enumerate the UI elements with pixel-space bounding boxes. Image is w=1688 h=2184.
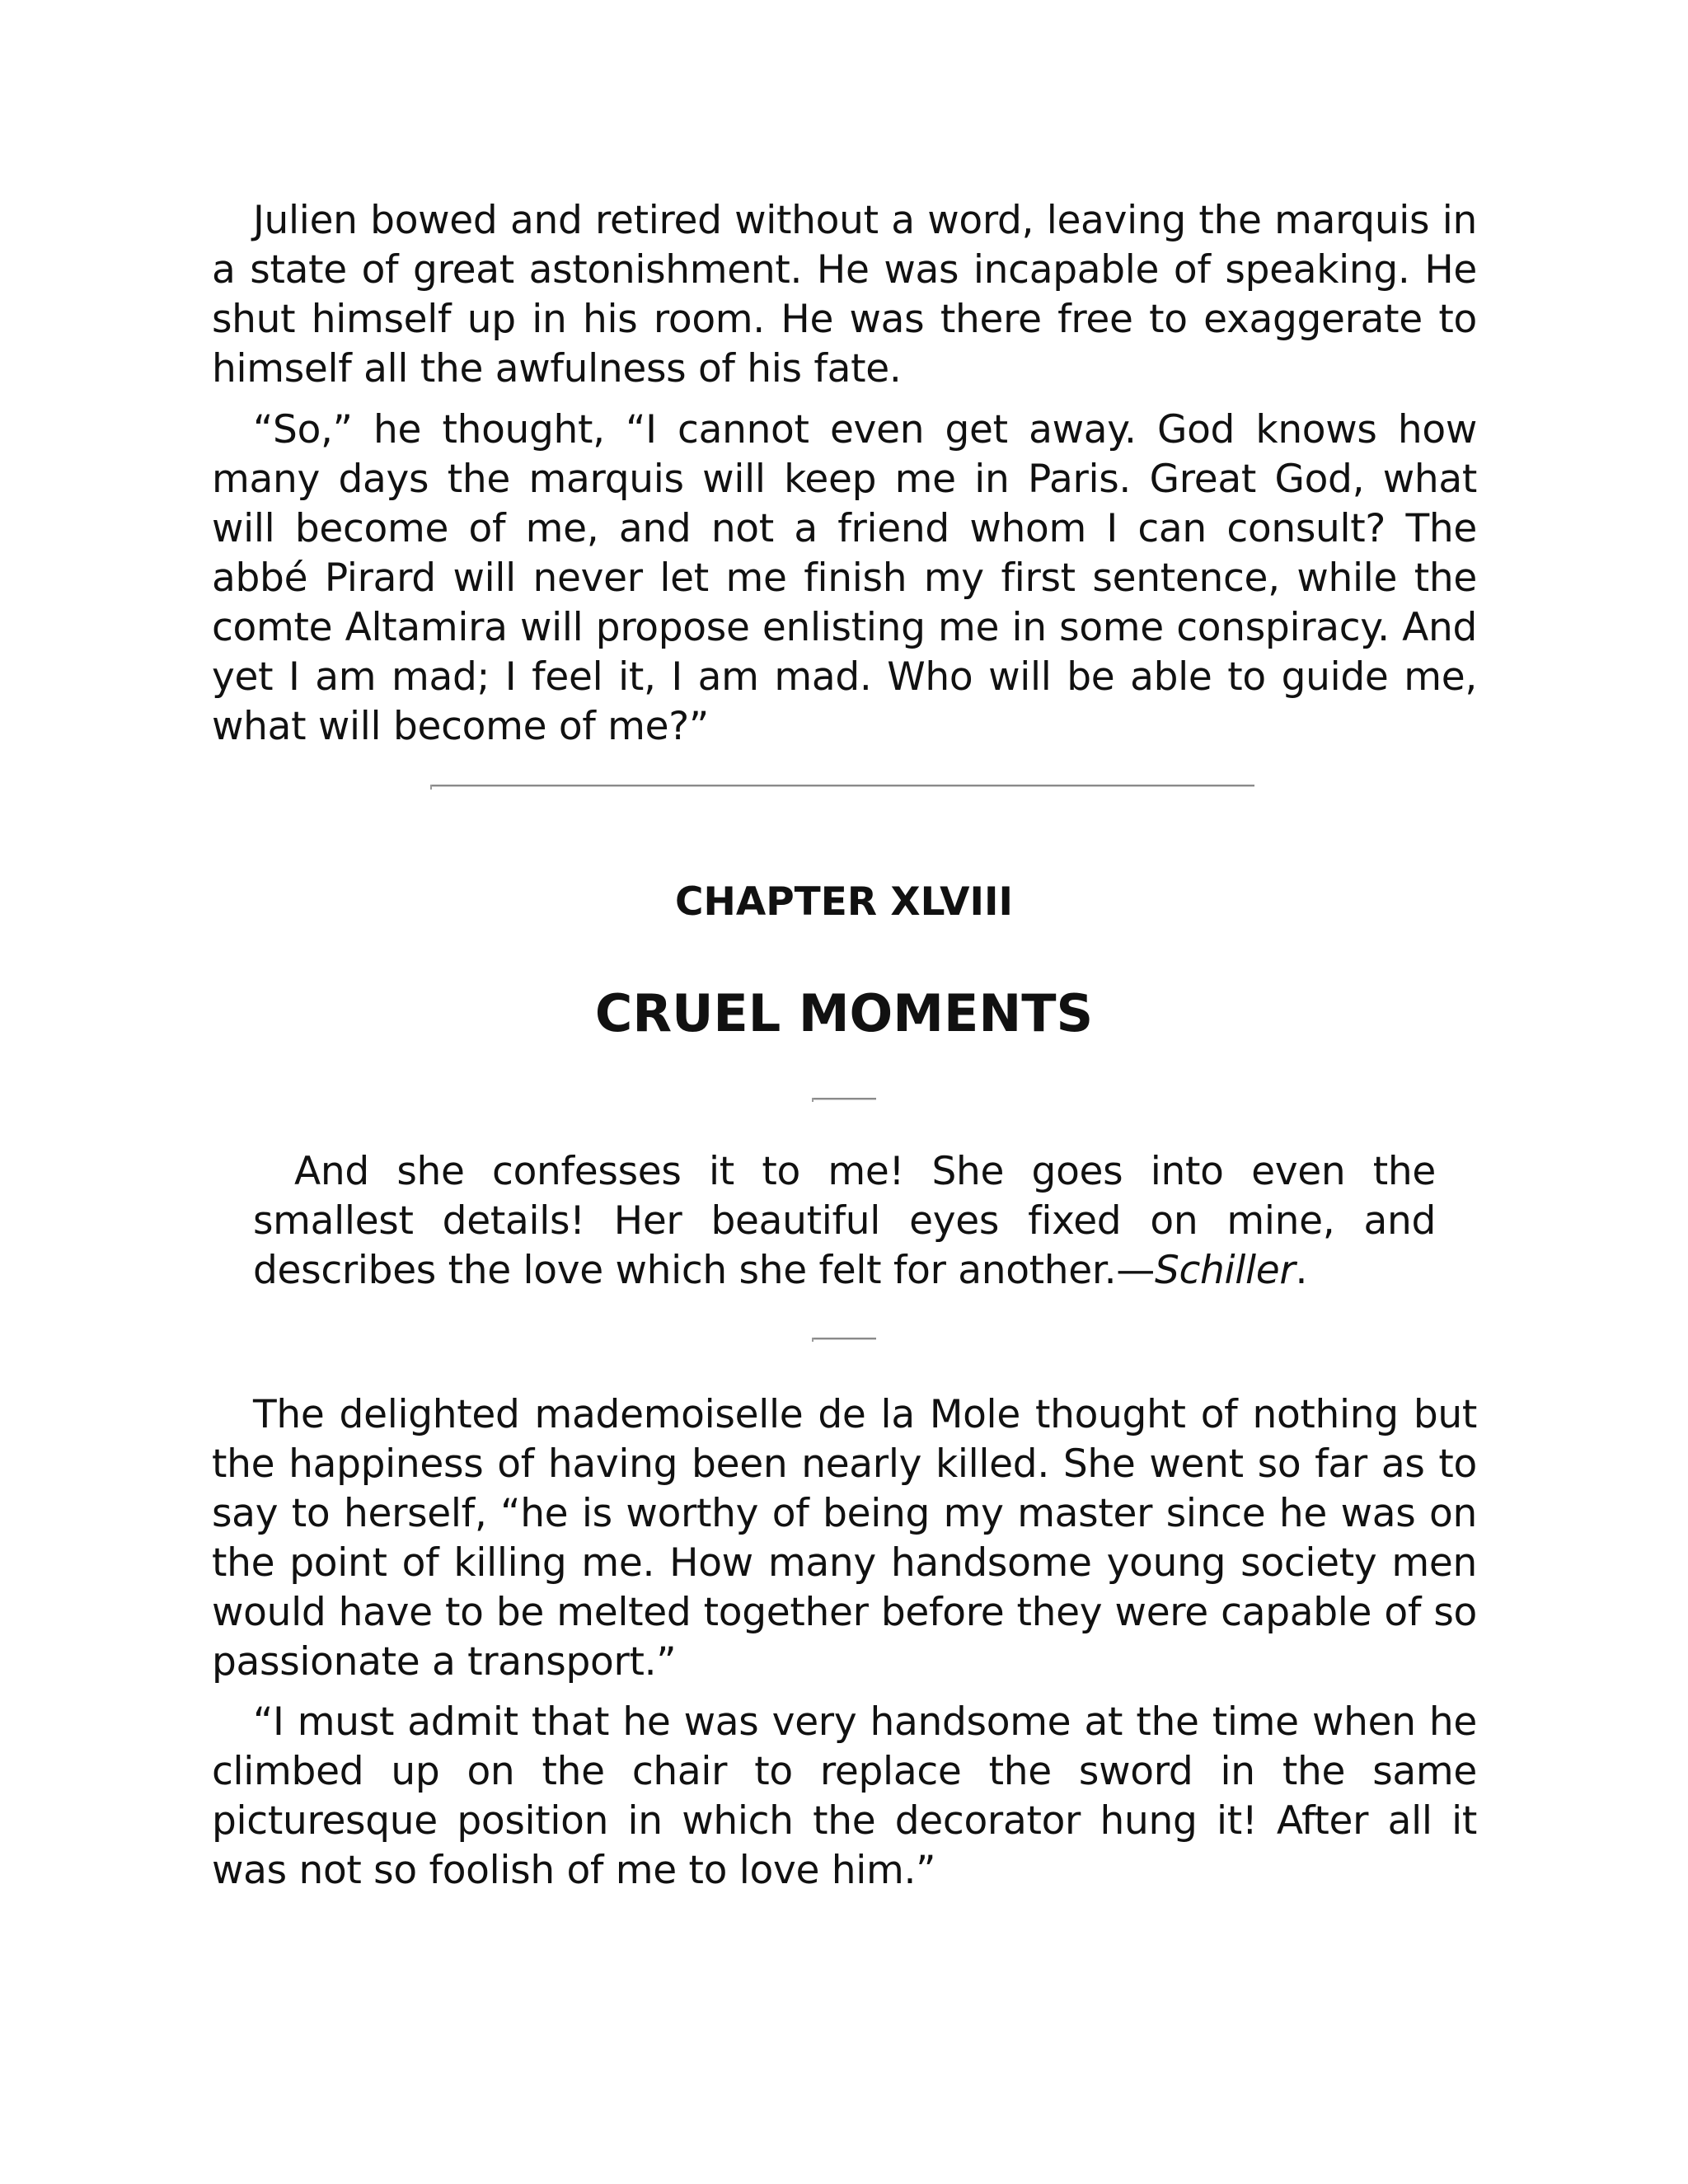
section-divider (430, 785, 1254, 787)
paragraph-must-admit: “I must admit that he was very handsome at the time when he climbed up on the chair to replace the sword in the same picturesque position in which the decorator hung it! After all it was not so foolish of me to love him.” (212, 1699, 1477, 1893)
epigraph-end: . (1295, 1248, 1308, 1293)
epigraph-bottom-rule (812, 1338, 876, 1340)
epigraph-text: And she confesses it to me! She goes into even the smallest details! Her beautiful eyes fixed on mine, and describes the love which she felt for another.— (253, 1149, 1436, 1293)
epigraph-author: Schiller (1154, 1248, 1296, 1293)
paragraph-delighted-mademoiselle: The delighted mademoiselle de la Mole thought of nothing but the happiness of having been nearly killed. She went so far as to say to herself, “he is worthy of being my master since he was on the point of killing me. How many handsome young society men would have to be melted together before they were capable of so passionate a transport.” (212, 1392, 1477, 1685)
chapter-title: CRUEL MOMENTS (594, 983, 1094, 1043)
epigraph (253, 1147, 1436, 1296)
epigraph-top-rule (812, 1098, 876, 1100)
paragraph-julien-bowed: Julien bowed and retired without a word, leaving the marquis in a state of great astonishment. He was incapable of speaking. He shut himself up in his room. He was there free to exaggerate to himself all the awfulness of his fate. (212, 198, 1477, 391)
chapter-number: CHAPTER XLVIII (675, 879, 1013, 925)
paragraph-so-he-thought: “So,” he thought, “I cannot even get away. God knows how many days the marquis will keep me in Paris. Great God, what will become of me, and not a friend whom I can consult? The abbé Pirard will never let me finish my first sentence, while the comte Altamira will propose enlisting me in some conspiracy. And yet I am mad; I feel it, I am mad. Who will be able to guide me, what will become of me?” (212, 407, 1477, 749)
